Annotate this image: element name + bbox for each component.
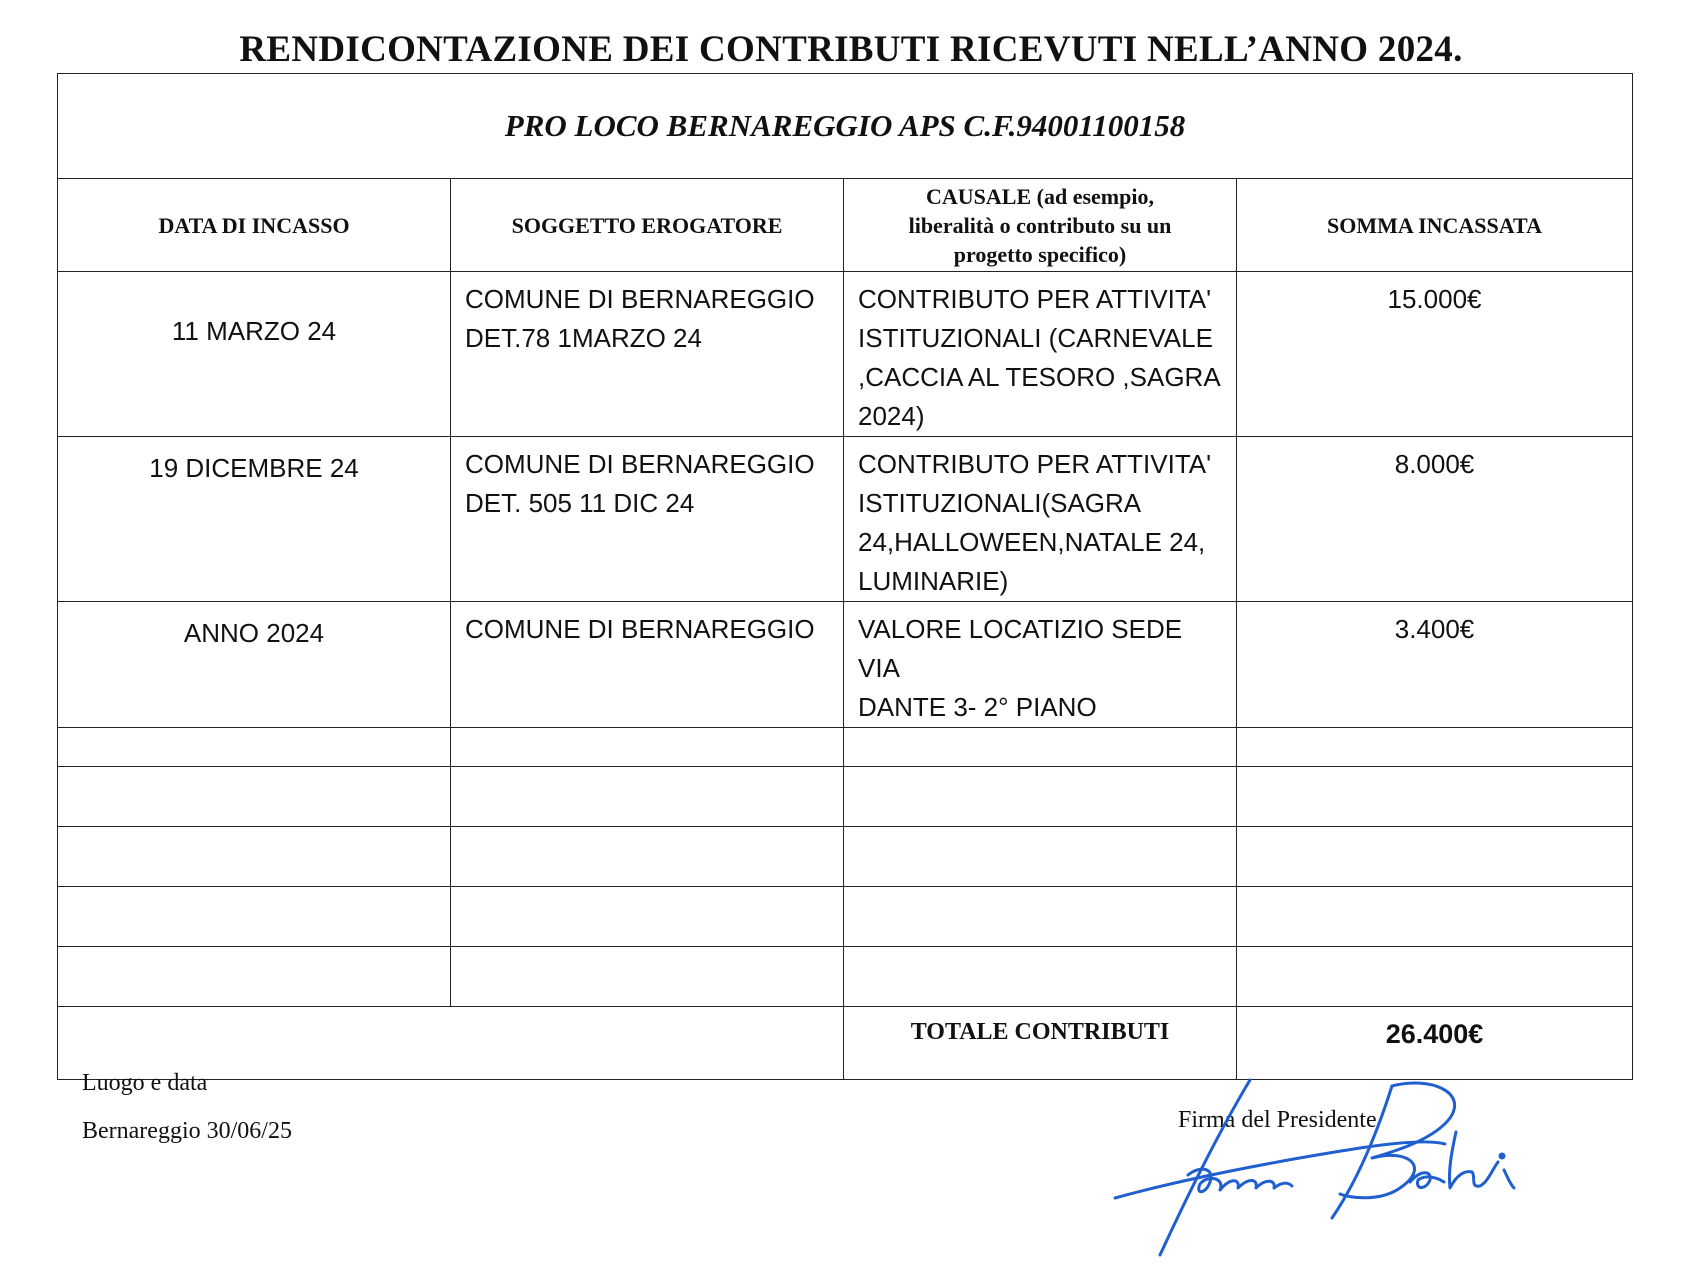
document-title: RENDICONTAZIONE DEI CONTRIBUTI RICEVUTI NELL’ANNO 2024. (239, 29, 1463, 70)
row-payer: COMUNE DI BERNAREGGIO (465, 614, 815, 644)
row-payer-cell (451, 437, 844, 602)
row-amount-cell (1237, 602, 1633, 728)
place-date-value: Bernareggio 30/06/25 (82, 1118, 292, 1144)
empty-cell (1237, 947, 1633, 1007)
header-amount: SOMMA INCASSATA (1237, 179, 1633, 272)
empty-cell (58, 887, 451, 947)
row-amount: 15.000€ (1387, 284, 1482, 314)
row-reason: VALORE LOCATIZIO SEDE VIA DANTE 3- 2° PIANO (858, 614, 1183, 722)
empty-cell (1237, 887, 1633, 947)
empty-cell (58, 728, 451, 767)
row-date: 11 MARZO 24 (171, 316, 337, 346)
row-date: ANNO 2024 (183, 618, 325, 648)
empty-cell (451, 767, 844, 827)
row-amount: 3.400€ (1394, 614, 1475, 644)
row-payer: COMUNE DI BERNAREGGIO DET. 505 11 DIC 24 (465, 449, 815, 518)
empty-row (58, 827, 1633, 887)
signature-strokes (1115, 1080, 1514, 1255)
empty-cell (58, 947, 451, 1007)
header-reason-text: CAUSALE (ad esempio, liberalità o contributo su un progetto specifico) (908, 183, 1172, 267)
signature-label: Firma del Presidente (1178, 1107, 1377, 1133)
row-date-cell (58, 272, 451, 437)
empty-cell (844, 767, 1237, 827)
row-amount-cell (1237, 437, 1633, 602)
organization-name: PRO LOCO BERNAREGGIO APS C.F.94001100158 (58, 74, 1633, 179)
empty-cell (451, 887, 844, 947)
empty-cell (844, 827, 1237, 887)
contributions-table (57, 73, 1633, 1080)
row-date-cell (58, 602, 451, 728)
empty-cell (451, 947, 844, 1007)
header-date: DATA DI INCASSO (58, 179, 451, 272)
total-value: 26.400€ (1237, 1007, 1633, 1080)
row-reason: CONTRIBUTO PER ATTIVITA' ISTITUZIONALI(SAGRA 24,HALLOWEEN,NATALE 24, LUMINARIE) (858, 449, 1212, 596)
empty-cell (1237, 767, 1633, 827)
total-row (58, 1007, 1633, 1080)
table-row (58, 437, 1633, 602)
table-row (58, 602, 1633, 728)
empty-cell (58, 767, 451, 827)
empty-cell (451, 827, 844, 887)
empty-cell (844, 728, 1237, 767)
row-payer-cell (451, 602, 844, 728)
table-row (58, 272, 1633, 437)
header-row (58, 179, 1633, 272)
row-amount-cell (1237, 272, 1633, 437)
empty-row (58, 887, 1633, 947)
empty-row (58, 728, 1633, 767)
row-payer: COMUNE DI BERNAREGGIO DET.78 1MARZO 24 (465, 284, 815, 353)
row-date-cell (58, 437, 451, 602)
empty-cell (451, 728, 844, 767)
row-date: 19 DICEMBRE 24 (149, 453, 359, 483)
row-reason-cell (844, 272, 1237, 437)
organization-row (58, 74, 1633, 179)
empty-cell (58, 827, 451, 887)
empty-row (58, 767, 1633, 827)
total-spacer (58, 1007, 844, 1080)
empty-cell (844, 887, 1237, 947)
empty-cell (1237, 728, 1633, 767)
row-payer-cell (451, 272, 844, 437)
header-reason (844, 179, 1237, 272)
president-signature (1100, 1070, 1530, 1270)
empty-cell (1237, 827, 1633, 887)
row-reason-cell (844, 437, 1237, 602)
place-date-label: Luogo e data (82, 1070, 208, 1096)
row-reason-cell (844, 602, 1237, 728)
row-reason: CONTRIBUTO PER ATTIVITA' ISTITUZIONALI (CARNEVALE ,CACCIA AL TESORO ,SAGRA 2024) (858, 284, 1221, 431)
header-payer: SOGGETTO EROGATORE (451, 179, 844, 272)
total-label: TOTALE CONTRIBUTI (844, 1007, 1237, 1080)
row-amount: 8.000€ (1394, 449, 1475, 479)
empty-row (58, 947, 1633, 1007)
empty-cell (844, 947, 1237, 1007)
